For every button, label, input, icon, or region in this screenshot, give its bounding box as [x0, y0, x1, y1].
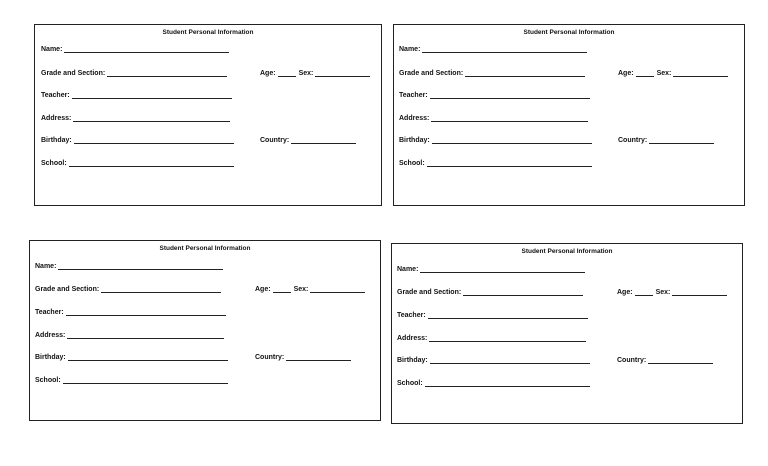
card-title: Student Personal Information: [159, 245, 251, 252]
age-label: Age:: [255, 286, 271, 293]
grade-section-line[interactable]: [101, 285, 221, 293]
teacher-line[interactable]: [430, 91, 590, 99]
sex-label: Sex:: [655, 289, 671, 296]
sex-line[interactable]: [672, 288, 727, 296]
age-label: Age:: [260, 70, 276, 77]
school-label: School:: [41, 160, 67, 167]
teacher-label: Teacher:: [397, 312, 426, 319]
grade-section-line[interactable]: [465, 69, 585, 77]
age-label: Age:: [618, 70, 634, 77]
grade-section-label: Grade and Section:: [397, 289, 462, 296]
form-card-4: [391, 243, 743, 424]
form-card-2: [393, 24, 745, 206]
birthday-label: Birthday:: [41, 137, 72, 144]
name-line[interactable]: [58, 262, 223, 270]
address-label: Address:: [397, 335, 428, 342]
school-label: School:: [35, 377, 61, 384]
card-title: Student Personal Information: [523, 29, 615, 36]
country-label: Country:: [255, 354, 285, 361]
grade-section-label: Grade and Section:: [399, 70, 464, 77]
address-line[interactable]: [431, 114, 588, 122]
name-label: Name:: [399, 46, 421, 53]
school-line[interactable]: [427, 159, 592, 167]
name-label: Name:: [35, 263, 57, 270]
name-line[interactable]: [422, 45, 587, 53]
teacher-line[interactable]: [66, 308, 226, 316]
teacher-line[interactable]: [428, 311, 588, 319]
birthday-label: Birthday:: [397, 357, 428, 364]
birthday-label: Birthday:: [399, 137, 430, 144]
teacher-label: Teacher:: [399, 92, 428, 99]
country-line[interactable]: [648, 356, 713, 364]
country-label: Country:: [618, 137, 648, 144]
school-line[interactable]: [69, 159, 234, 167]
birthday-line[interactable]: [74, 136, 234, 144]
country-line[interactable]: [649, 136, 714, 144]
age-line[interactable]: [635, 288, 653, 296]
name-line[interactable]: [64, 45, 229, 53]
grade-section-label: Grade and Section:: [41, 70, 106, 77]
address-label: Address:: [399, 115, 430, 122]
address-line[interactable]: [67, 331, 224, 339]
sex-label: Sex:: [298, 70, 314, 77]
address-line[interactable]: [73, 114, 230, 122]
age-line[interactable]: [273, 285, 291, 293]
grade-section-line[interactable]: [107, 69, 227, 77]
address-label: Address:: [35, 332, 66, 339]
country-line[interactable]: [286, 353, 351, 361]
birthday-line[interactable]: [430, 356, 590, 364]
name-label: Name:: [397, 266, 419, 273]
school-label: School:: [397, 380, 423, 387]
school-line[interactable]: [425, 379, 590, 387]
age-label: Age:: [617, 289, 633, 296]
birthday-label: Birthday:: [35, 354, 66, 361]
name-label: Name:: [41, 46, 63, 53]
country-label: Country:: [260, 137, 290, 144]
sex-line[interactable]: [673, 69, 728, 77]
teacher-label: Teacher:: [41, 92, 70, 99]
birthday-line[interactable]: [432, 136, 592, 144]
name-line[interactable]: [420, 265, 585, 273]
address-line[interactable]: [429, 334, 586, 342]
sex-label: Sex:: [656, 70, 672, 77]
card-title: Student Personal Information: [162, 29, 254, 36]
age-line[interactable]: [278, 69, 296, 77]
teacher-line[interactable]: [72, 91, 232, 99]
grade-section-line[interactable]: [463, 288, 583, 296]
form-card-1: [34, 24, 382, 206]
card-title: Student Personal Information: [521, 248, 613, 255]
sex-line[interactable]: [315, 69, 370, 77]
sex-label: Sex:: [293, 286, 309, 293]
address-label: Address:: [41, 115, 72, 122]
school-line[interactable]: [63, 376, 228, 384]
grade-section-label: Grade and Section:: [35, 286, 100, 293]
age-line[interactable]: [636, 69, 654, 77]
teacher-label: Teacher:: [35, 309, 64, 316]
country-label: Country:: [617, 357, 647, 364]
form-card-3: [29, 240, 381, 421]
birthday-line[interactable]: [68, 353, 228, 361]
sex-line[interactable]: [310, 285, 365, 293]
country-line[interactable]: [291, 136, 356, 144]
school-label: School:: [399, 160, 425, 167]
